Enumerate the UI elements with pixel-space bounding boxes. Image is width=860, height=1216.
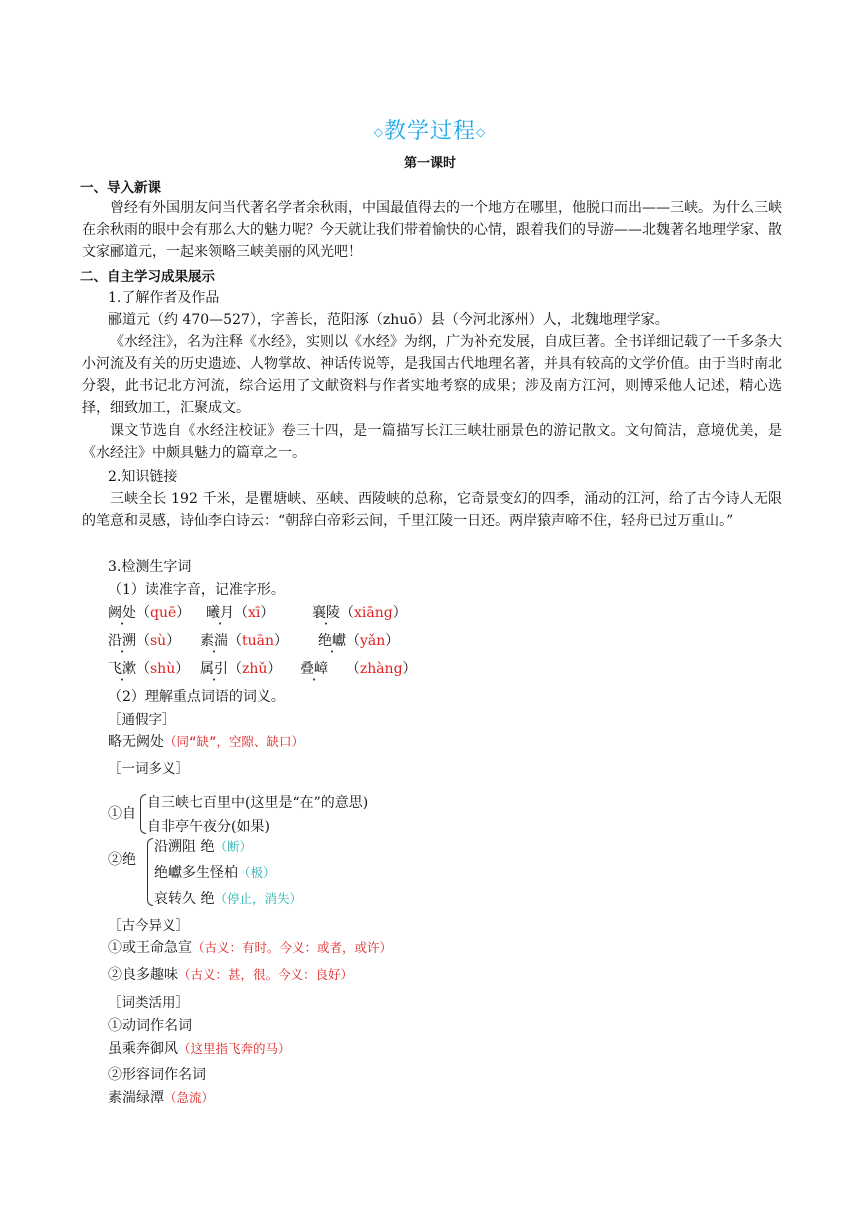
question-meaning: （2）理解重点词语的词义。 — [108, 689, 285, 705]
diamond-right-icon: ◇ — [476, 125, 487, 139]
polysemy-zi-1: 自三峡七百里中(这里是“在”的意思) — [147, 795, 369, 811]
label-ancient-modern: ［古今异义］ — [108, 918, 189, 934]
knowledge-paragraph: 三峡全长 192 千米，是瞿塘峡、巫峡、西陵峡的总称，它奇景变幻的四季，涌动的江河，给了古今诗人无限的笔意和灵感，诗仙李白诗云：“朝辞白帝彩云间，千里江陵一日还。两岸猿声啼不住，轻舟已过万重山。” — [82, 491, 782, 529]
label-polysemy: ［一词多义］ — [108, 761, 189, 777]
polysemy-jue-2: 绝巘多生怪柏（极） — [154, 865, 276, 881]
label-word-class: ［词类活用］ — [108, 995, 189, 1011]
word-item: 沿溯（sù） — [108, 633, 181, 649]
word-item: 阙处（quē） — [108, 605, 191, 621]
section-heading-self-study: 二、自主学习成果展示 — [80, 269, 215, 285]
excerpt-paragraph: 课文节选自《水经注校证》卷三十四，是一篇描写长江三峡壮丽景色的游记散文。文句简洁，意境优美，是《水经注》中颇具魅力的篇章之一。 — [82, 423, 782, 461]
lesson-subtitle: 第一课时 — [403, 156, 456, 171]
tongjiazi-item: 略无阙处（同“缺”，空隙、缺口） — [108, 734, 305, 750]
title-text: 教学过程 — [383, 119, 476, 144]
word-item: 曦月（xī） — [206, 605, 275, 621]
page-title — [0, 114, 860, 145]
author-paragraph: 郦道元（约 470—527），字善长，范阳涿（zhuō）县（今河北涿州）人，北魏地理学家。 — [108, 312, 669, 328]
word-class-1-example: 虽乘奔御风（这里指飞奔的马） — [108, 1041, 291, 1057]
book-paragraph: 《水经注》，名为注释《水经》，实则以《水经》为纲，广为补充发展，自成巨著。全书详细记载了一千多条大小河流及有关的历史遗迹、人物掌故、神话传说等，是我国古代地理名著，并具有较高的文学价值。由于当时南北分裂，此书记北方河流，综合运用了文献资料与作者实地考察的成果；涉及南方江河，则博采他人记述，精心选择，细致加工，汇聚成文。 — [82, 334, 782, 416]
diamond-left-icon: ◇ — [373, 125, 384, 139]
ancient-modern-1: ①或王命急宣（古义：有时。今义：或者，或许） — [108, 940, 393, 956]
polysemy-zi-2: 自非亭午夜分(如果) — [147, 819, 270, 835]
word-item: 属引（zhǔ） — [200, 661, 282, 677]
polysemy-zi-label: ①自 — [108, 806, 136, 822]
word-class-2: ②形容词作名词 — [108, 1067, 206, 1083]
section-heading-intro: 一、导入新课 — [80, 180, 161, 196]
brace-icon — [140, 794, 146, 834]
subheading-author: 1.了解作者及作品 — [108, 290, 220, 306]
subheading-knowledge: 2.知识链接 — [108, 469, 178, 485]
label-tongjiazi: ［通假字］ — [108, 712, 176, 728]
ancient-modern-2: ②良多趣味（古义：甚，很。今义：良好） — [108, 967, 354, 983]
polysemy-jue-label: ②绝 — [108, 852, 136, 868]
subheading-vocab: 3.检测生字词 — [108, 559, 192, 575]
intro-paragraph: 曾经有外国朋友问当代著名学者余秋雨，中国最值得去的一个地方在哪里，他脱口而出——三峡。为什么三峡在余秋雨的眼中会有那么大的魅力呢？今天就让我们带着愉快的心情，跟着我们的导游——北魏著名地理学家、散文家郦道元，一起来领略三峡美丽的风光吧！ — [82, 200, 782, 260]
word-class-2-example: 素湍绿潭（急流） — [108, 1090, 215, 1106]
brace-icon — [147, 838, 153, 906]
word-item: 叠嶂 （zhàng） — [300, 661, 417, 677]
word-item: 素湍（tuān） — [200, 633, 289, 649]
polysemy-jue-1: 沿溯阻 绝（断） — [154, 839, 252, 855]
word-item: 襄陵（xiāng） — [312, 605, 407, 621]
word-item: 飞漱（shù） — [108, 661, 190, 677]
question-pronunciation: （1）读准字音，记准字形。 — [108, 582, 285, 598]
word-class-1: ①动词作名词 — [108, 1018, 192, 1034]
polysemy-jue-3: 哀转久 绝（停止，消失） — [154, 891, 302, 907]
word-item: 绝巘（yǎn） — [318, 633, 400, 649]
